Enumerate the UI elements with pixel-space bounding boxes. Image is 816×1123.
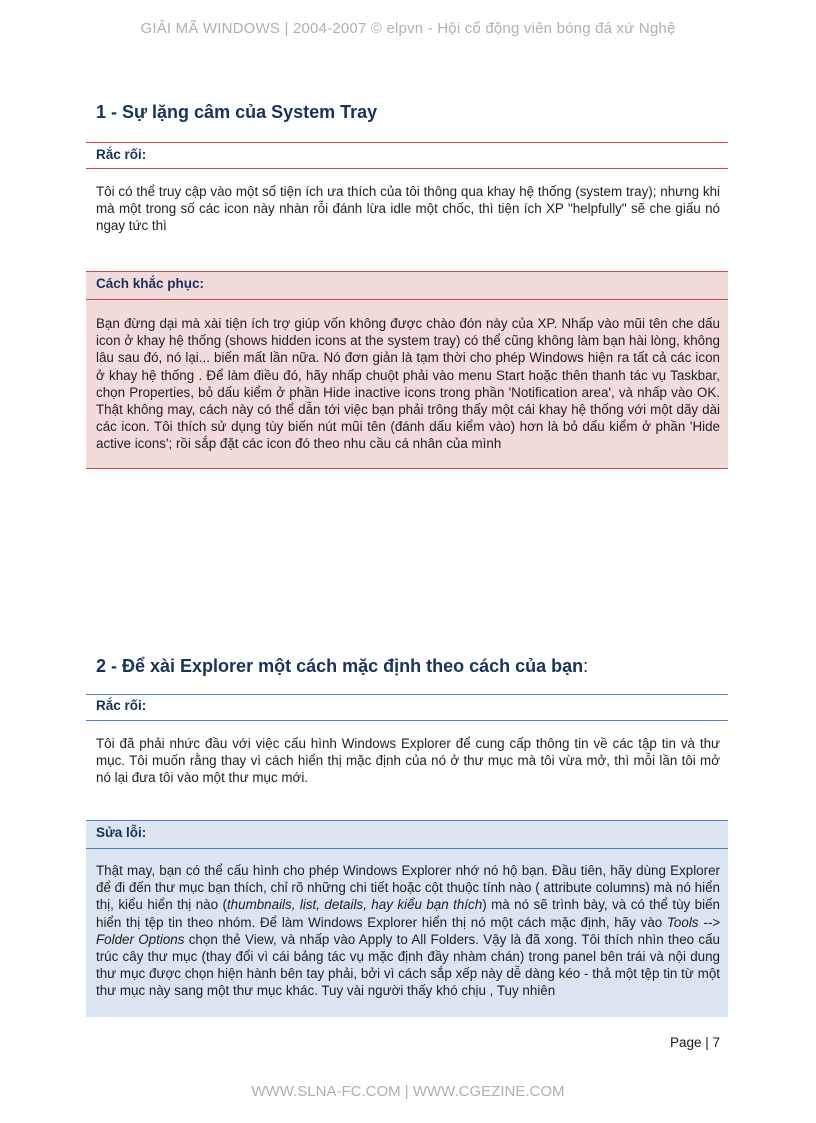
section-2-fix-rule [86,848,728,849]
section-1-problem-rule [86,168,728,169]
section-2-fix-text-part-3: chọn thẻ View, và nhấp vào Apply to All Folders. Vậy là đã xong. Tôi thích nhìn theo cấu trúc cây thư mục (thay đổi vì cái bảng tác vụ mặc định đầy nhàm chán) trong panel bên trái và nội dung thư mục được chọn hiện hành bên tay phải, bởi vì cách sắp xếp này dễ dàng kéo - thả một tệp tin từ một thư mục này sang một thư mục khác. Tuy vài người thấy khó chịu , Tuy nhiên [96,931,721,999]
section-2-title-text: 2 - Để xài Explorer một cách mặc định theo cách của bạn [96,656,584,676]
section-2-title-rule [86,694,728,695]
section-1-title [96,102,377,123]
section-2-title-tail: : [583,656,589,676]
section-1-title-text: 1 - Sự lặng câm của System Tray [96,102,378,122]
section-2-problem-label: Rắc rối: [96,698,147,713]
section-1-fix-rule [86,299,728,300]
section-2-fix-text-part-2: ) mà nó sẽ trình bày, và có thể tùy biến hiển thị tệp tin theo nhóm. Để làm Windows Explorer hiển thị nó một cách mặc định, hãy vào [96,897,720,930]
section-2-fix-box [86,820,728,1017]
section-1-fix-text: Bạn đừng dại mà xài tiện ích trợ giúp vốn không được chào đón này của XP. Nhấp vào mũi tên che dấu icon ở khay hệ thống (shows hidden icons at the system tray) có thể cũng không làm bạn hài lòng, không lâu sau đó, nó lại... biến mất lần nữa. Nó đơn giản là tạm thời cho phép Windows hiện ra tất cả các icon ở khay hệ thống . Để làm điều đó, hãy nhấp chuột phải vào menu Start hoặc thên thanh tác vụ Taskbar, chọn Properties, bỏ dấu kiểm ở phần Hide inactive icons trong phần 'Notification area', và nhấp vào OK. Thật không may, cách này có thể dẫn tới việc bạn phải trông thấy một cái khay hệ thống với một dãy dài các icon. Tôi thích sử dụng tùy biến nút mũi tên (đánh dấu kiểm vào) hơn là bỏ dấu kiểm ở phần 'Hide active icons'; rồi sắp đặt các icon đó theo nhu cầu cá nhân của mình [96,316,720,452]
section-1-problem-text: Tôi có thể truy cập vào một số tiện ích ưa thích của tôi thông qua khay hệ thống (system tray); nhưng khi mà một trong số các icon này nhàn rỗi đánh lừa idle một chốc, thì tiện ích XP "helpfully" sẽ che giấu nó ngay tức thì [96,184,720,234]
section-1-fix-label: Cách khắc phục: [96,276,205,291]
section-2-fix-text-part-1: Thật may, bạn có thể cấu hình cho phép Windows Explorer nhớ nó hộ bạn. Đầu tiên, hãy dùng Explorer để đi đến thư mục bạn thích, chỉ rõ những chi tiết hoặc cột thuộc tính nào ( attribute columns) mà nó hiển thị, kiểu hiển thị nào ( [96,863,720,913]
section-2-fix-italic-1: thumbnails, list, details, hay kiểu bạn thích [226,897,483,913]
section-2-fix-italic-2: Tools --> Folder Options [96,914,720,947]
page-footer: WWW.SLNA-FC.COM | WWW.CGEZINE.COM [251,1083,565,1100]
section-2-fix-text [96,862,720,1000]
page-number: Page | 7 [669,1035,720,1050]
section-2-title [96,656,588,677]
section-2-fix-label: Sửa lỗi: [96,825,147,840]
section-1-problem-label: Rắc rối: [96,147,147,162]
section-2-problem-text: Tôi đã phải nhức đầu với việc cấu hình Windows Explorer để cung cấp thông tin về các tập tin và thư mục. Tôi muốn rằng thay vì cách hiển thị mặc định của nó ở thư mục mà tôi vừa mở, thì mỗi lần tôi mở nó lại đưa tôi vào một thư mục mới. [96,736,720,786]
section-1-title-rule [86,142,728,143]
section-1-fix-box [86,271,728,469]
page-header: GIẢI MÃ WINDOWS | 2004-2007 © elpvn - Hội cổ động viên bóng đá xứ Nghệ [140,20,676,37]
section-2-problem-rule [86,720,728,721]
